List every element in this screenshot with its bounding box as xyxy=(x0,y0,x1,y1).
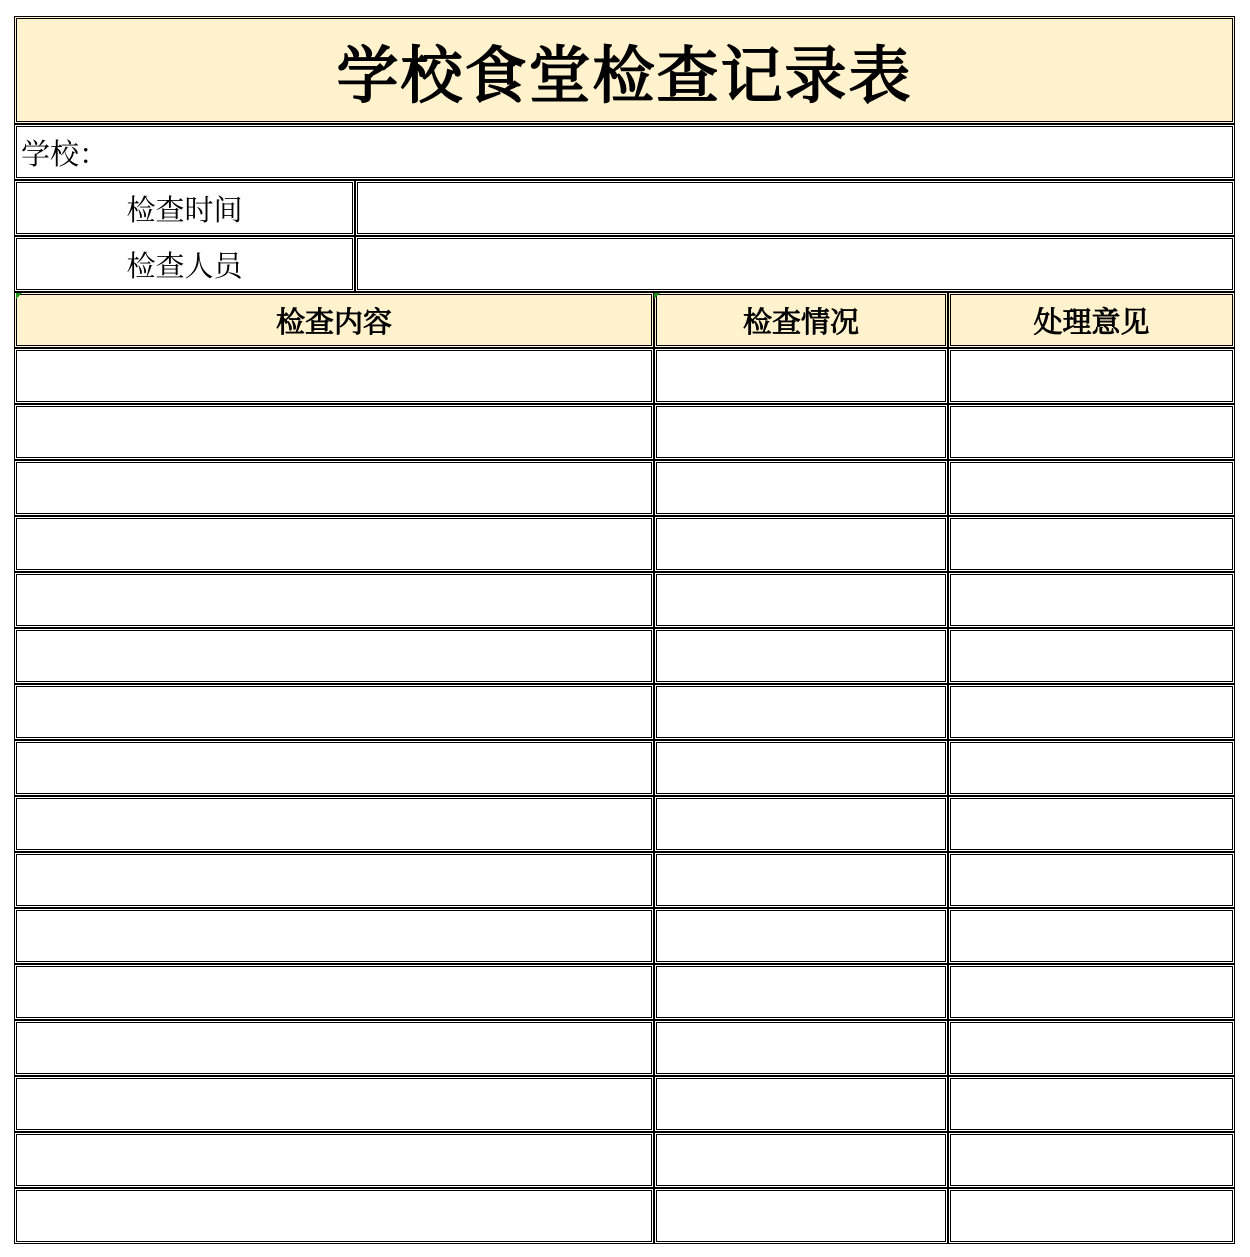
handling-cell[interactable] xyxy=(948,404,1235,460)
status-cell[interactable] xyxy=(654,908,948,964)
handling-cell[interactable] xyxy=(948,460,1235,516)
status-cell[interactable] xyxy=(654,460,948,516)
school-field[interactable] xyxy=(14,124,1235,180)
status-cell[interactable] xyxy=(654,572,948,628)
handling-cell[interactable] xyxy=(948,1020,1235,1076)
handling-cell[interactable] xyxy=(948,796,1235,852)
status-cell[interactable] xyxy=(654,348,948,404)
content-cell[interactable] xyxy=(14,572,654,628)
column-header-content: 检查内容 xyxy=(14,292,654,348)
content-cell[interactable] xyxy=(14,1188,654,1244)
content-cell[interactable] xyxy=(14,796,654,852)
status-cell[interactable] xyxy=(654,740,948,796)
content-cell[interactable] xyxy=(14,852,654,908)
status-cell[interactable] xyxy=(654,964,948,1020)
status-cell[interactable] xyxy=(654,628,948,684)
content-cell[interactable] xyxy=(14,516,654,572)
content-cell[interactable] xyxy=(14,740,654,796)
handling-cell[interactable] xyxy=(948,572,1235,628)
status-cell[interactable] xyxy=(654,516,948,572)
content-cell[interactable] xyxy=(14,1076,654,1132)
status-cell[interactable] xyxy=(654,1132,948,1188)
handling-cell[interactable] xyxy=(948,516,1235,572)
content-cell[interactable] xyxy=(14,1020,654,1076)
handling-cell[interactable] xyxy=(948,908,1235,964)
status-cell[interactable] xyxy=(654,404,948,460)
content-cell[interactable] xyxy=(14,908,654,964)
handling-cell[interactable] xyxy=(948,348,1235,404)
status-cell[interactable] xyxy=(654,1020,948,1076)
status-cell[interactable] xyxy=(654,1188,948,1244)
content-cell[interactable] xyxy=(14,460,654,516)
content-cell[interactable] xyxy=(14,404,654,460)
status-cell[interactable] xyxy=(654,684,948,740)
status-cell[interactable] xyxy=(654,1076,948,1132)
status-cell[interactable] xyxy=(654,852,948,908)
handling-cell[interactable] xyxy=(948,740,1235,796)
inspector-label: 检查人员 xyxy=(14,236,355,292)
comment-marker xyxy=(16,293,22,299)
content-cell[interactable] xyxy=(14,684,654,740)
content-cell[interactable] xyxy=(14,348,654,404)
status-cell[interactable] xyxy=(654,796,948,852)
handling-cell[interactable] xyxy=(948,1132,1235,1188)
handling-cell[interactable] xyxy=(948,1076,1235,1132)
handling-cell[interactable] xyxy=(948,1188,1235,1244)
handling-cell[interactable] xyxy=(948,684,1235,740)
handling-cell[interactable] xyxy=(948,852,1235,908)
comment-marker xyxy=(654,293,660,299)
content-cell[interactable] xyxy=(14,1132,654,1188)
content-cell[interactable] xyxy=(14,628,654,684)
inspector-input[interactable] xyxy=(355,236,1235,292)
form-title: 学校食堂检查记录表 xyxy=(14,16,1235,124)
column-header-status: 检查情况 xyxy=(654,292,948,348)
school-label: 学校： xyxy=(21,136,109,171)
handling-cell[interactable] xyxy=(948,628,1235,684)
content-cell[interactable] xyxy=(14,964,654,1020)
handling-cell[interactable] xyxy=(948,964,1235,1020)
inspection-time-input[interactable] xyxy=(355,180,1235,236)
inspection-time-label: 检查时间 xyxy=(14,180,355,236)
column-header-handling: 处理意见 xyxy=(948,292,1235,348)
